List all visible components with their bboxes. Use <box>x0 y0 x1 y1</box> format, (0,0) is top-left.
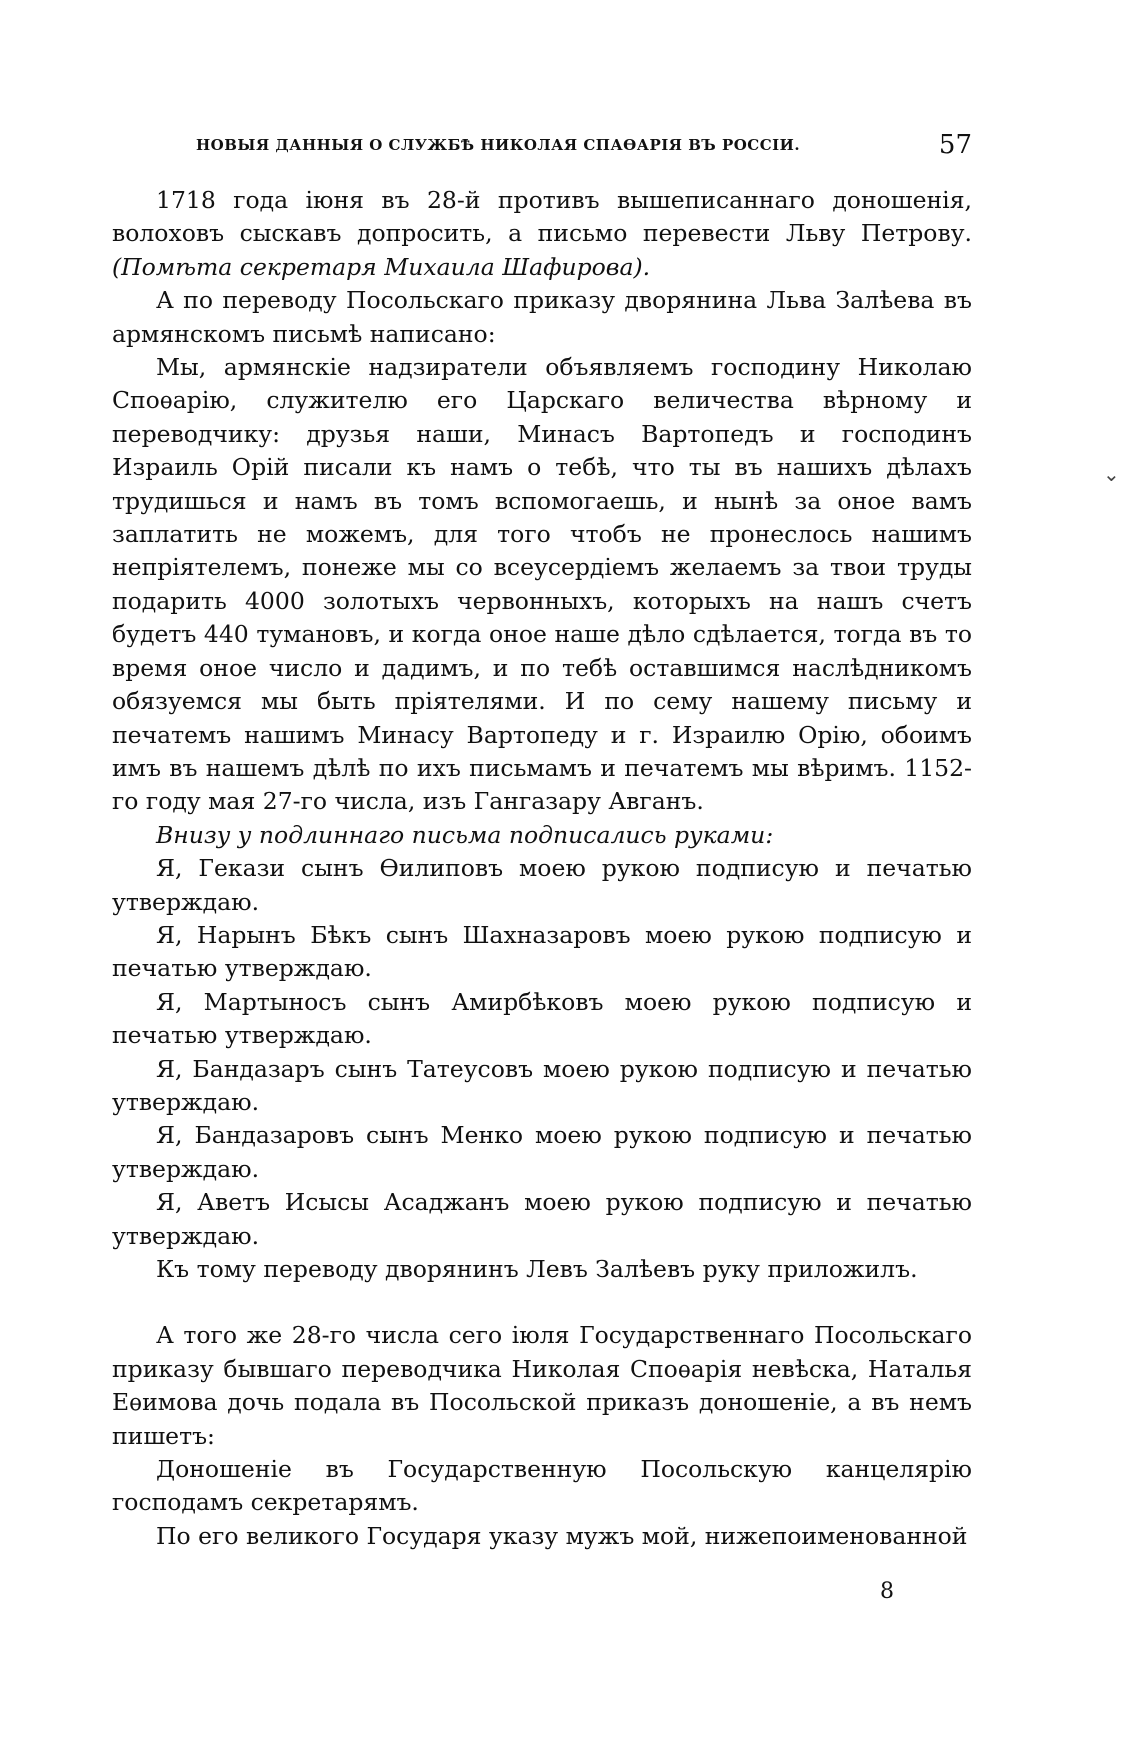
running-title: НОВЫЯ ДАННЫЯ О СЛУЖБѢ НИКОЛАЯ СПАѲАРІЯ ВЪ РОССІИ. <box>196 136 801 154</box>
paragraph-1-text: 1718 года іюня въ 28-й противъ вышеписаннаго доношенія, волоховъ сыскавъ допросить, а письмо перевести Льву Петрову. <box>112 186 972 248</box>
paragraph-7: Доношеніе въ Государственную Посольскую канцелярію господамъ секретарямъ. <box>112 1455 972 1517</box>
signatures-heading: Внизу у подлиннаго письма подписались руками: <box>156 820 774 849</box>
paragraph-attestation: Къ тому переводу дворянинъ Левъ Залѣевъ руку приложилъ. <box>156 1255 918 1283</box>
signature-2: Я, Нарынъ Бѣкъ сынъ Шахназаровъ моею рукою подписую и печатью утверждаю. <box>112 920 972 983</box>
paragraph-3: Мы, армянскіе надзиратели объявляемъ господину Николаю Споѳарію, служителю его Царскаго величества вѣрному и переводчику: друзья наши, Минасъ Вартопедъ и господинъ Израиль Орій писали къ намъ о тебѣ, что ты въ нашихъ дѣлахъ трудишься и намъ въ томъ вспомогаешь, и нынѣ за оное вамъ заплатить не можемъ, для того чтобъ не пронеслось нашимъ непріятелемъ, понеже мы со всеусердіемъ желаемъ за твои труды подарить 4000 золотыхъ червонныхъ, которыхъ на нашъ счетъ будетъ 440 тумановъ, и когда оное наше дѣло сдѣлается, тогда въ то время оное число и дадимъ, и по тебѣ оставшимся наслѣдникомъ обязуемся мы быть пріятелями. И по сему нашему письму и печатемъ нашимъ Минасу Вартопеду и г. Израилю Орію, обоимъ имъ въ нашемъ дѣлѣ по ихъ письмамъ и печатемъ мы вѣримъ. 1152-го году мая 27-го числа, изъ Гангазару Авганъ. <box>112 353 972 816</box>
paragraph-8: По его великого Государя указу мужъ мой, нижепоименованной <box>156 1521 968 1550</box>
paragraph-1 <box>112 184 972 284</box>
signature-5: Я, Бандазаровъ сынъ Менко моею рукою подписую и печатью утверждаю. <box>112 1121 972 1183</box>
paragraph-6: А того же 28-го числа сего іюля Государственнаго Посольскаго приказу бывшаго переводчика Николая Споѳарія невѣска, Наталья Еѳимова дочь подала въ Посольской приказъ доношеніе, а въ немъ пишетъ: <box>112 1321 972 1450</box>
signature-3: Я, Мартыносъ сынъ Амирбѣковъ моею рукою подписую и печатью утверждаю. <box>112 987 972 1050</box>
page-number: 57 <box>938 130 972 160</box>
paragraph-2: А по переводу Посольскаго приказу дворянина Льва Залѣева въ армянскомъ письмѣ написано: <box>112 286 972 348</box>
body-text <box>112 184 972 1553</box>
sheet-signature-mark: 8 <box>880 1579 894 1604</box>
secretary-note: (Помѣта секретаря Михаила Шафирова). <box>112 252 651 281</box>
page-header <box>112 130 972 166</box>
signature-1: Я, Гекази сынъ Ѳилиповъ моею рукою подписую и печатью утверждаю. <box>112 854 972 916</box>
signature-4: Я, Бандазаръ сынъ Татеусовъ моею рукою подписую и печатью утверждаю. <box>112 1054 972 1116</box>
signature-6: Я, Аветъ Исысы Асаджанъ моею рукою подписую и печатью утверждаю. <box>112 1188 972 1250</box>
margin-tick-mark: ⌄ <box>1103 462 1120 486</box>
